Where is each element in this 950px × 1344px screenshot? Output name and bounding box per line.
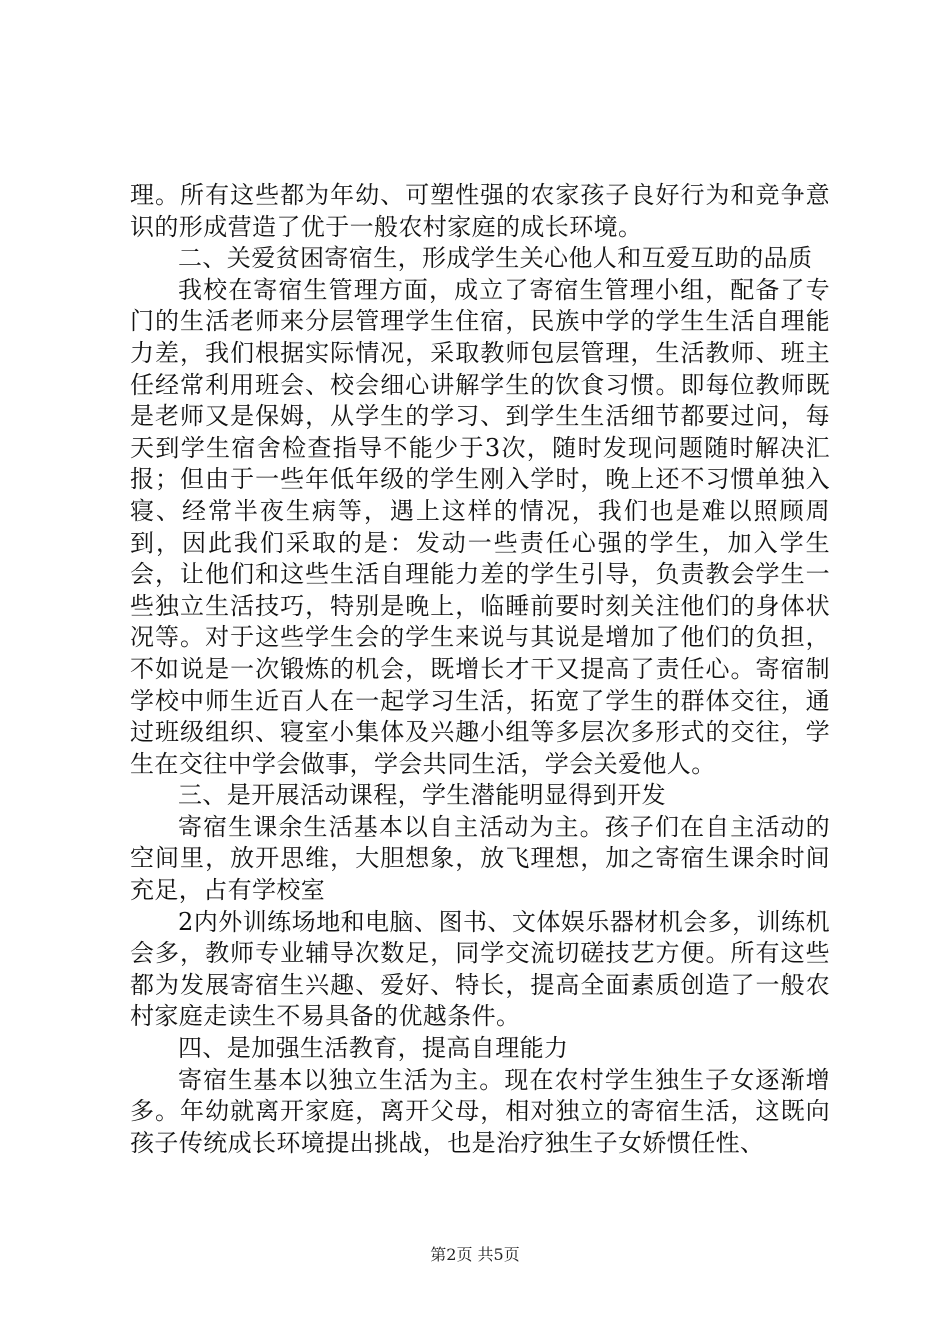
paragraph-continuation: 理。所有这些都为年幼、可塑性强的农家孩子良好行为和竞争意识的形成营造了优于一般农村家庭的成长环境。 [130, 181, 830, 241]
document-body [130, 180, 830, 1159]
paragraph-activities-continued: 2内外训练场地和电脑、图书、文体娱乐器材机会多，训练机会多，教师专业辅导次数足，同学交流切磋技艺方便。所有这些都为发展寄宿生兴趣、爱好、特长，提高全面素质创造了一般农村家庭走读生不易具备的优越条件。 [130, 907, 830, 1031]
page-number-footer: 第2页 共5页 [430, 1245, 520, 1264]
section-heading-4: 四、是加强生活教育，提高自理能力 [178, 1034, 569, 1063]
section-heading-2: 二、关爱贫困寄宿生，形成学生关心他人和互爱互助的品质 [178, 244, 813, 273]
paragraph-life-education: 寄宿生基本以独立生活为主。现在农村学生独生子女逐渐增多。年幼就离开家庭，离开父母，相对独立的寄宿生活，这既向孩子传统成长环境提出挑战，也是治疗独生子女娇惯任性、 [130, 1065, 830, 1157]
paragraph-activities: 寄宿生课余生活基本以自主活动为主。孩子们在自主活动的空间里，放开思维，大胆想象，放飞理想，加之寄宿生课余时间充足，占有学校室 [130, 812, 830, 905]
section-heading-3: 三、是开展活动课程，学生潜能明显得到开发 [178, 781, 666, 810]
paragraph-dorm-management: 我校在寄宿生管理方面，成立了寄宿生管理小组，配备了专门的生活老师来分层管理学生住宿，民族中学的学生生活自理能力差，我们根据实际情况，采取教师包层管理，生活教师、班主任经常利用班会、校会细心讲解学生的饮食习惯。即每位教师既是老师又是保姆，从学生的学习、到学生生活细节都要过问，每天到学生宿舍检查指导不能少于3次，随时发现问题随时解决汇报；但由于一些年低年级的学生刚入学时，晚上还不习惯单独入寝、经常半夜生病等，遇上这样的情况，我们也是难以照顾周到，因此我们采取的是：发动一些责任心强的学生，加入学生会，让他们和这些生活自理能力差的学生引导，负责教会学生一些独立生活技巧，特别是晚上，临睡前要时刻关注他们的身体状况等。对于这些学生会的学生来说与其说是增加了他们的负担，不如说是一次锻炼的机会，既增长才干又提高了责任心。寄宿制学校中师生近百人在一起学习生活，拓宽了学生的群体交往，通过班级组织、寝室小集体及兴趣小组等多层次多形式的交往，学生在交往中学会做事，学会共同生活，学会关爱他人。 [130, 275, 830, 778]
